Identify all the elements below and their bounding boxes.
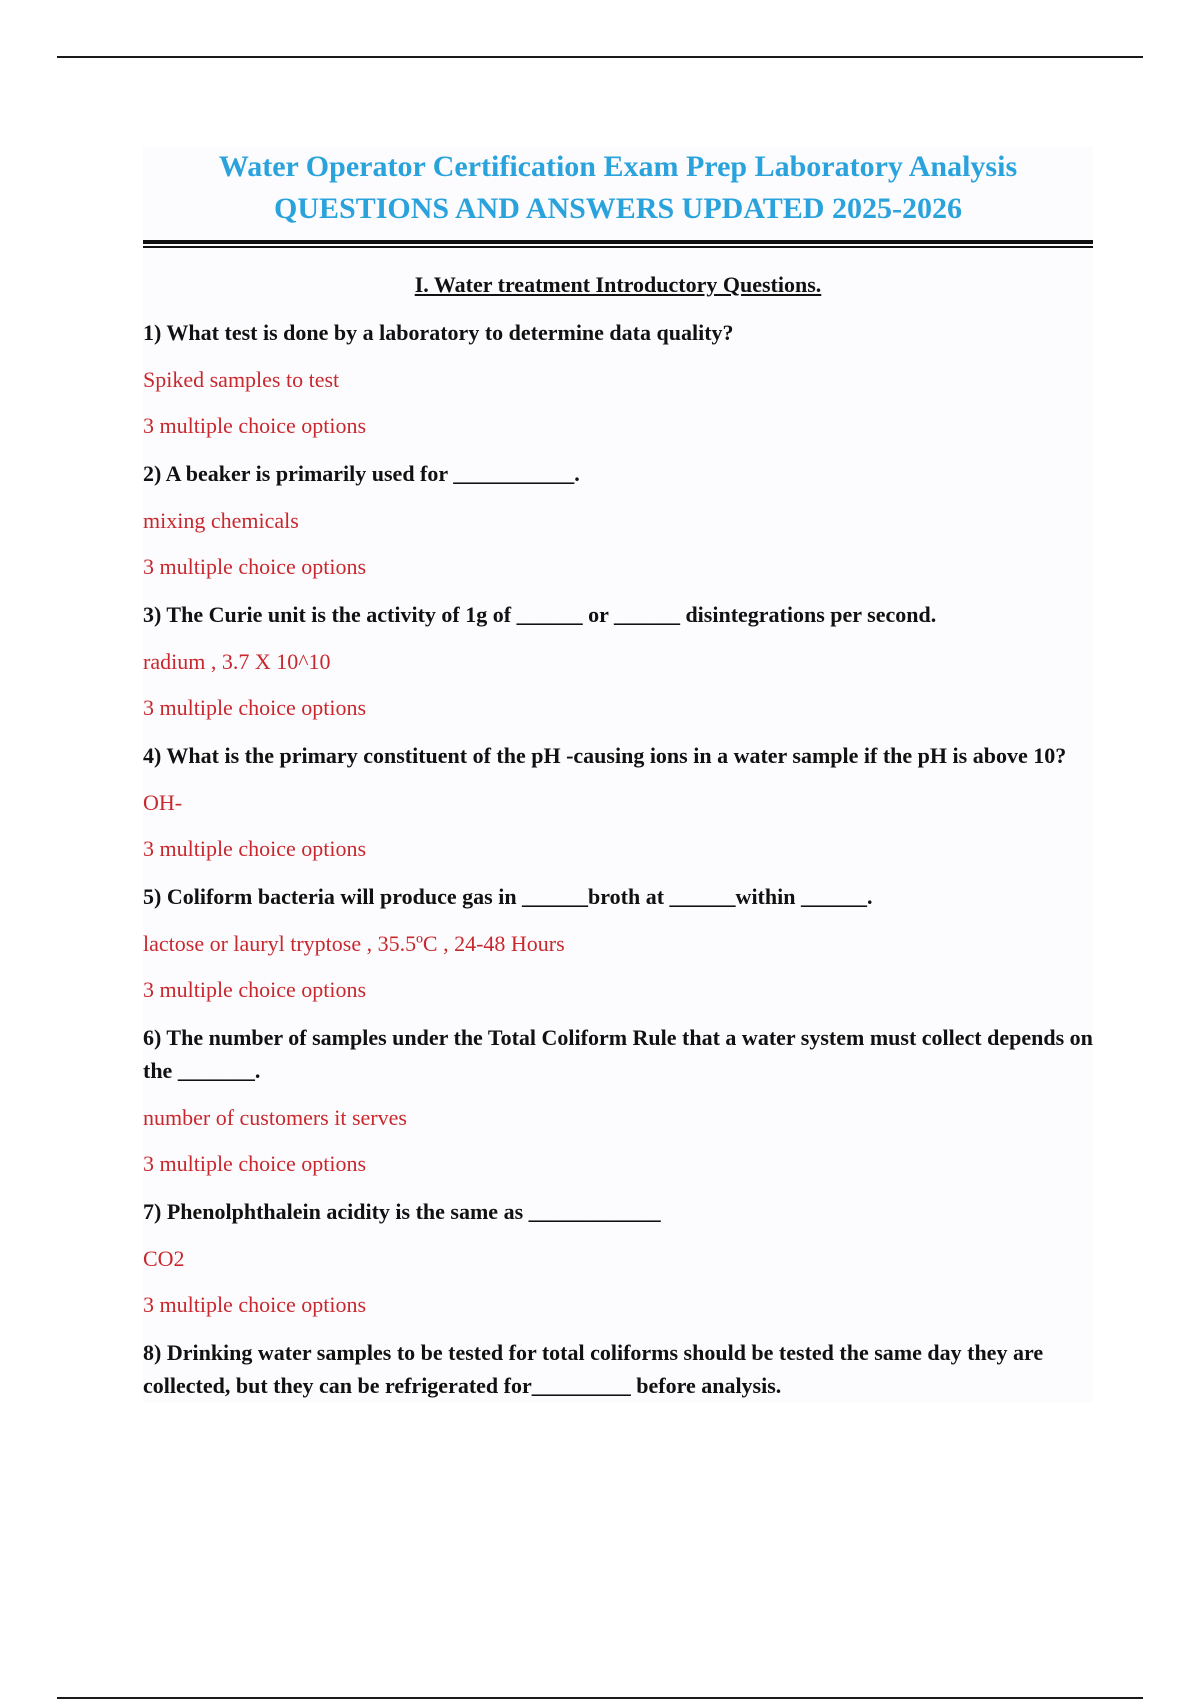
qa-item-7 bbox=[143, 1195, 1093, 1320]
qa-item-2 bbox=[143, 457, 1093, 582]
question-4: 4) What is the primary constituent of the pH -causing ions in a water sample if the pH is above 10? bbox=[143, 743, 1067, 768]
answer-6: number of customers it serves bbox=[143, 1105, 407, 1130]
options-note-5: 3 multiple choice options bbox=[143, 977, 367, 1002]
answer-4: OH- bbox=[143, 790, 183, 815]
answer-2: mixing chemicals bbox=[143, 508, 299, 533]
options-note-4: 3 multiple choice options bbox=[143, 836, 367, 861]
answer-1: Spiked samples to test bbox=[143, 367, 340, 392]
question-7: 7) Phenolphthalein acidity is the same as ____________ bbox=[143, 1199, 661, 1224]
question-5: 5) Coliform bacteria will produce gas in ______broth at ______within ______. bbox=[143, 884, 873, 909]
qa-item-6 bbox=[143, 1021, 1093, 1179]
options-note-3: 3 multiple choice options bbox=[143, 695, 367, 720]
bottom-page-rule bbox=[57, 1697, 1143, 1699]
answer-3: radium , 3.7 X 10^10 bbox=[143, 649, 331, 674]
qa-item-5 bbox=[143, 880, 1093, 1005]
question-3: 3) The Curie unit is the activity of 1g of ______ or ______ disintegrations per second. bbox=[143, 602, 937, 627]
qa-item-1 bbox=[143, 316, 1093, 441]
document-title bbox=[143, 146, 1093, 230]
answer-5: lactose or lauryl tryptose , 35.5ºC , 24-48 Hours bbox=[143, 931, 565, 956]
title-line-1: Water Operator Certification Exam Prep Laboratory Analysis bbox=[218, 150, 1018, 183]
options-note-7: 3 multiple choice options bbox=[143, 1292, 367, 1317]
section-heading: I. Water treatment Introductory Questions. bbox=[414, 272, 822, 297]
qa-item-3 bbox=[143, 598, 1093, 723]
question-2: 2) A beaker is primarily used for ___________. bbox=[143, 461, 580, 486]
options-note-6: 3 multiple choice options bbox=[143, 1151, 367, 1176]
top-page-rule bbox=[57, 56, 1143, 58]
options-note-1: 3 multiple choice options bbox=[143, 413, 367, 438]
qa-item-4 bbox=[143, 739, 1093, 864]
answer-7: CO2 bbox=[143, 1246, 185, 1271]
question-1: 1) What test is done by a laboratory to determine data quality? bbox=[143, 320, 734, 345]
title-line-2: QUESTIONS AND ANSWERS UPDATED 2025-2026 bbox=[274, 192, 962, 225]
document-body bbox=[143, 146, 1093, 1402]
question-8: 8) Drinking water samples to be tested for total coliforms should be tested the same day they are collected, but they can be refrigerated for_________ before analysis. bbox=[143, 1340, 1044, 1398]
options-note-2: 3 multiple choice options bbox=[143, 554, 367, 579]
title-double-rule bbox=[143, 240, 1093, 248]
question-6: 6) The number of samples under the Total Coliform Rule that a water system must collect depends on the _______. bbox=[143, 1025, 1093, 1083]
qa-item-8 bbox=[143, 1336, 1093, 1402]
